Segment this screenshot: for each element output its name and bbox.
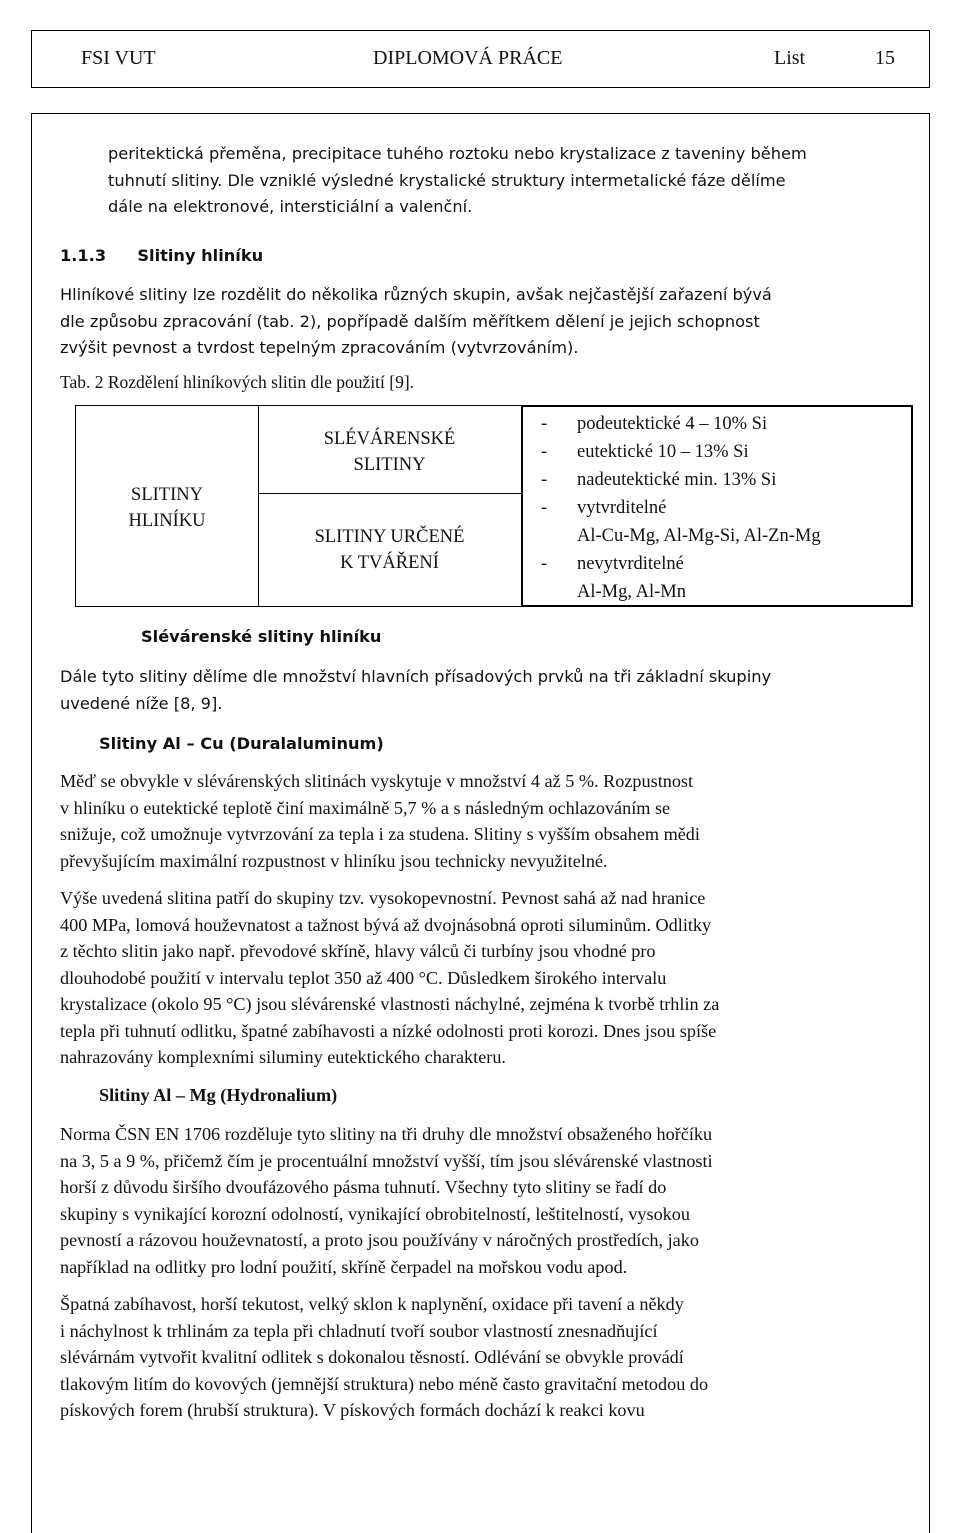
root-label — [76, 482, 258, 534]
text-line: Výše uvedená slitina patří do skupiny tzv. vysokopevnostní. Pevnost sahá až nad hranice — [60, 888, 706, 908]
text-line: tepla při tuhnutí odlitku, špatné zabíhavosti a nízké odolnosti proti korozi. Dnes jsou spíše — [60, 1020, 717, 1041]
text-line: HLINÍKU — [128, 511, 206, 531]
text-line: například na odlitky pro lodní použití, skříně čerpadel na mořskou vodu apod. — [60, 1256, 628, 1277]
item-subtext: Al-Cu-Mg, Al-Mg-Si, Al-Zn-Mg — [577, 526, 821, 546]
wrought-category-label — [258, 524, 521, 576]
text-line: i náchylnost k trhlinám za tepla při chladnutí tvoří soubor vlastností znesnadňující — [60, 1320, 658, 1341]
alcu-title: Slitiny Al – Cu (Duralaluminum) — [99, 734, 384, 753]
text-line: pískových forem (hrubší struktura). V pískových formách dochází k reakci kovu — [60, 1400, 645, 1420]
section-number: 1.1.3 — [60, 246, 107, 265]
almg-paragraph-1 — [60, 1121, 905, 1280]
intro-paragraph — [108, 141, 904, 221]
table-caption: Tab. 2 Rozdělení hliníkových slitin dle použití [9]. — [60, 372, 415, 392]
text-line: peritektická přeměna, precipitace tuhého roztoku nebo krystalizace z taveniny během — [108, 144, 807, 163]
text-line: Norma ČSN EN 1706 rozděluje tyto slitiny na tři druhy dle množství obsaženého hořčíku — [60, 1124, 713, 1144]
table-cell-categories — [258, 405, 521, 607]
text-line: skupiny s vynikající korozní odolností, vynikající obrobitelností, leštitelností, vysokou — [60, 1203, 690, 1224]
header-page-label: List — [774, 47, 806, 69]
dash: - — [541, 414, 548, 434]
text-line: SLITINY — [353, 455, 426, 475]
text-line: K TVÁŘENÍ — [340, 553, 439, 573]
item-subtext: Al-Mg, Al-Mn — [577, 582, 686, 602]
text-line: tlakovým litím do kovových (jemnější struktura) nebo méně často gravitační metodou do — [60, 1373, 709, 1394]
dash: - — [541, 442, 548, 462]
list-item — [541, 494, 821, 550]
list-item — [541, 550, 821, 606]
text-line: SLITINY — [131, 485, 203, 505]
item-text: nevytvrditelné — [577, 554, 684, 574]
text-line: uvedené níže [8, 9]. — [60, 693, 223, 713]
category-divider — [258, 493, 521, 494]
text-line: tuhnutí slitiny. Dle vzniklé výsledné krystalické struktury intermetalické fáze dělíme — [108, 170, 786, 190]
almg-title: Slitiny Al – Mg (Hydronalium) — [99, 1085, 338, 1105]
text-line: dle způsobu zpracování (tab. 2), popřípadě dalším měřítkem dělení je jejich schopnost — [60, 311, 760, 331]
text-line: zvýšit pevnost a tvrdost tepelným zpracováním (vytvrzováním). — [60, 338, 579, 357]
item-text: eutektické 10 – 13% Si — [577, 442, 749, 462]
subsection-title: Slévárenské slitiny hliníku — [141, 627, 382, 646]
text-line: v hliníku o eutektické teplotě činí maximálně 5,7 % a s následným ochlazováním se — [60, 797, 671, 818]
list-item — [541, 466, 821, 494]
text-line: nahrazovány komplexními siluminy eutektického charakteru. — [60, 1047, 506, 1067]
subtype-list — [541, 410, 821, 606]
text-line: slévárnám vytvořit kvalitní odlitek s dokonalou těsností. Odlévání se obvykle provádí — [60, 1347, 684, 1367]
alcu-paragraph-1 — [60, 768, 905, 874]
text-line: Dále tyto slitiny dělíme dle množství hlavních přísadových prvků na tři základní skupiny — [60, 667, 772, 686]
casting-paragraph — [60, 664, 905, 717]
header-page-number: 15 — [875, 47, 895, 69]
text-line: SLITINY URČENÉ — [314, 527, 465, 547]
section-heading — [60, 243, 263, 270]
section-paragraph — [60, 282, 905, 362]
text-line: SLÉVÁRENSKÉ — [323, 429, 456, 449]
dash: - — [541, 470, 548, 490]
text-line: Špatná zabíhavost, horší tekutost, velký sklon k naplynění, oxidace při tavení a někdy — [60, 1294, 684, 1314]
text-line: 400 MPa, lomová houževnatost a tažnost bývá až dvojnásobná oproti siluminům. Odlitky — [60, 914, 712, 935]
text-line: krystalizace (okolo 95 °C) jsou slévárenské vlastnosti náchylné, zejména k tvorbě trhlin za — [60, 994, 720, 1014]
table-cell-root — [75, 405, 259, 607]
page-header — [31, 30, 930, 88]
text-line: převyšujícím maximální rozpustnost v hliníku jsou technicky nevyužitelné. — [60, 850, 608, 871]
text-line: pevností a rázovou houževnatostí, a proto jsou používány v náročných prostředích, jako — [60, 1230, 699, 1250]
text-line: dlouhodobé použití v intervalu teplot 350 až 400 °C. Důsledkem širokého intervalu — [60, 967, 667, 988]
text-line: z těchto slitin jako např. převodové skříně, hlavy válců či turbíny jsou vhodné pro — [60, 941, 656, 961]
alcu-paragraph-2 — [60, 885, 905, 1071]
dash: - — [541, 554, 548, 574]
table-cell-subtypes — [521, 405, 913, 607]
text-line: Měď se obvykle v slévárenských slitinách vyskytuje v množství 4 až 5 %. Rozpustnost — [60, 771, 694, 791]
almg-paragraph-2 — [60, 1291, 905, 1424]
header-document-type: DIPLOMOVÁ PRÁCE — [373, 47, 563, 69]
text-line: na 3, 5 a 9 %, přičemž čím je procentuální množství vyšší, tím jsou slévárenské vlastnosti — [60, 1150, 713, 1171]
list-item — [541, 410, 821, 438]
dash: - — [541, 498, 548, 518]
text-line: Hliníkové slitiny lze rozdělit do několika různých skupin, avšak nejčastější zařazení bývá — [60, 285, 772, 304]
text-line: horší z důvodu širšího dvoufázového pásma tuhnutí. Všechny tyto slitiny se řadí do — [60, 1177, 667, 1197]
text-line: snižuje, což umožnuje vytvrzování za tepla i za studena. Slitiny s vyšším obsahem mědi — [60, 824, 700, 844]
item-text: podeutektické 4 – 10% Si — [577, 414, 768, 434]
section-title: Slitiny hliníku — [137, 246, 264, 265]
classification-table — [75, 405, 913, 607]
casting-category-label — [258, 426, 521, 478]
header-institution: FSI VUT — [81, 47, 156, 69]
item-text: vytvrditelné — [577, 498, 667, 518]
text-line: dále na elektronové, intersticiální a valenční. — [108, 197, 473, 216]
list-item — [541, 438, 821, 466]
item-text: nadeutektické min. 13% Si — [577, 470, 777, 490]
